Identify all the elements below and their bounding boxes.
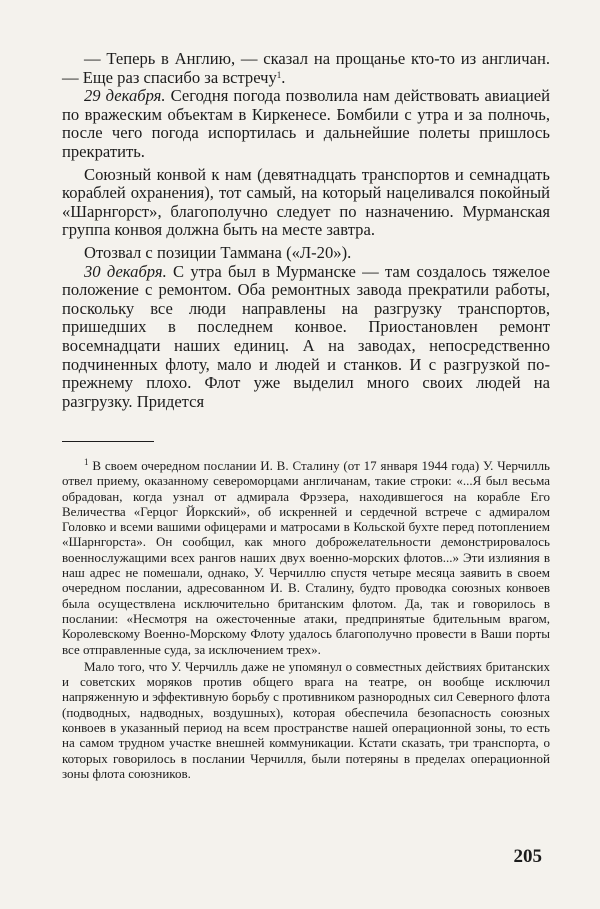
paragraph-1-text: — Теперь в Англию, — сказал на прощанье кто-то из англичан. — Еще раз спасибо за встречу bbox=[62, 49, 550, 87]
paragraph-1: — Теперь в Англию, — сказал на прощанье кто-то из англичан. — Еще раз спасибо за встречу$^1$. bbox=[62, 49, 550, 87]
paragraph-3: Союзный конвой к нам (девятнадцать транспортов и семнадцать кораблей охранения), тот самый, на который нацеливался покойный «Шарнгорст», благополучно следует по назначению. Мурманская группа конвоя должна быть на месте завтра. bbox=[62, 164, 550, 240]
entry-date: 29 декабря. bbox=[84, 86, 166, 106]
footnote-divider bbox=[62, 441, 154, 442]
footnote-paragraph-1 bbox=[62, 458, 550, 657]
main-text bbox=[62, 50, 550, 411]
footnote-reference: 1 bbox=[276, 69, 282, 80]
footnote-paragraph-2: Мало того, что У. Черчилль даже не упомянул о совместных действиях британских и советских моряков против общего врага на театре, он вообще исключил напряженную и эффективную борьбу с противником разнородных сил Северного флота (подводных, надводных, воздушных), которая обеспечила безопасность союзных конвоев в указанный период на всем пространстве нашей операционной зоны, то есть на самом трудном участке внешней коммуникации. Кстати сказать, три транспорта, о которых говорилось в послании Черчилля, были потеряны в пределах операционной зоны флота союзников. bbox=[62, 658, 550, 781]
footnote-paragraph-1-text: В своем очередном послании И. В. Сталину (от 17 января 1944 года) У. Черчилль отвел приему, оказанному североморцами англичанам, такие строки: «...Я был весьма обрадован, когда узнал от адмирала Фрэзера, находившегося на корабле Его Величества «Герцог Йоркский», об искренней и сердечной встрече с адмиралом Головко и всеми вашими офицерами и матросами в Кольской бухте перед потоплением «Шарнгорста». Он сообщил, как много доброжелательности демонстрировалось военнослужащими всех рангов наших двух военно-морских флотов...» Эти излияния в наш адрес не помешали, однако, У. Черчиллю спустя четыре месяца заявить в своем очередном послании, адресованном И. В. Сталину, будто проводка союзных конвоев была осуществлена исключительно британским флотом. Да, так и говорилось в послании: «Несмотря на ожесточенные атаки, предпринятые бдительным врагом, Королевскому Военно-Морскому Флоту удалось благополучно провести в Ваши порты все отправленные суда, за исключением трех». bbox=[62, 458, 550, 657]
paragraph-4: Отозвал с позиции Таммана («Л-20»). bbox=[84, 242, 352, 262]
page-number: 205 bbox=[513, 846, 542, 867]
paragraph-5-text: С утра был в Мурманске — там создалось тяжелое положение с ремонтом. Оба ремонтных завода прекратили работы, поскольку все люди направлены на разгрузку транспортов, пришедших в последнем конвое. Приостановлен ремонт восемнадцати наших единиц. А на заводах, непосредственно подчиненных флоту, мало и людей и станков. И с разгрузкой по-прежнему плохо. Флот уже выделил много своих людей на разгрузку. Придется bbox=[62, 261, 550, 411]
footnote-mark: 1 bbox=[84, 457, 89, 467]
entry-date: 30 декабря. bbox=[84, 261, 167, 281]
paragraph-5 bbox=[62, 263, 550, 412]
paragraph-2 bbox=[62, 87, 550, 161]
paragraph-2-text: Сегодня погода позволила нам действовать авиацией по вражеским объектам в Киркенесе. Бомбили с утра и за полночь, после чего погода испортилась и дальнейшие полеты пришлось прекратить. bbox=[62, 86, 550, 161]
footnotes bbox=[62, 458, 550, 781]
